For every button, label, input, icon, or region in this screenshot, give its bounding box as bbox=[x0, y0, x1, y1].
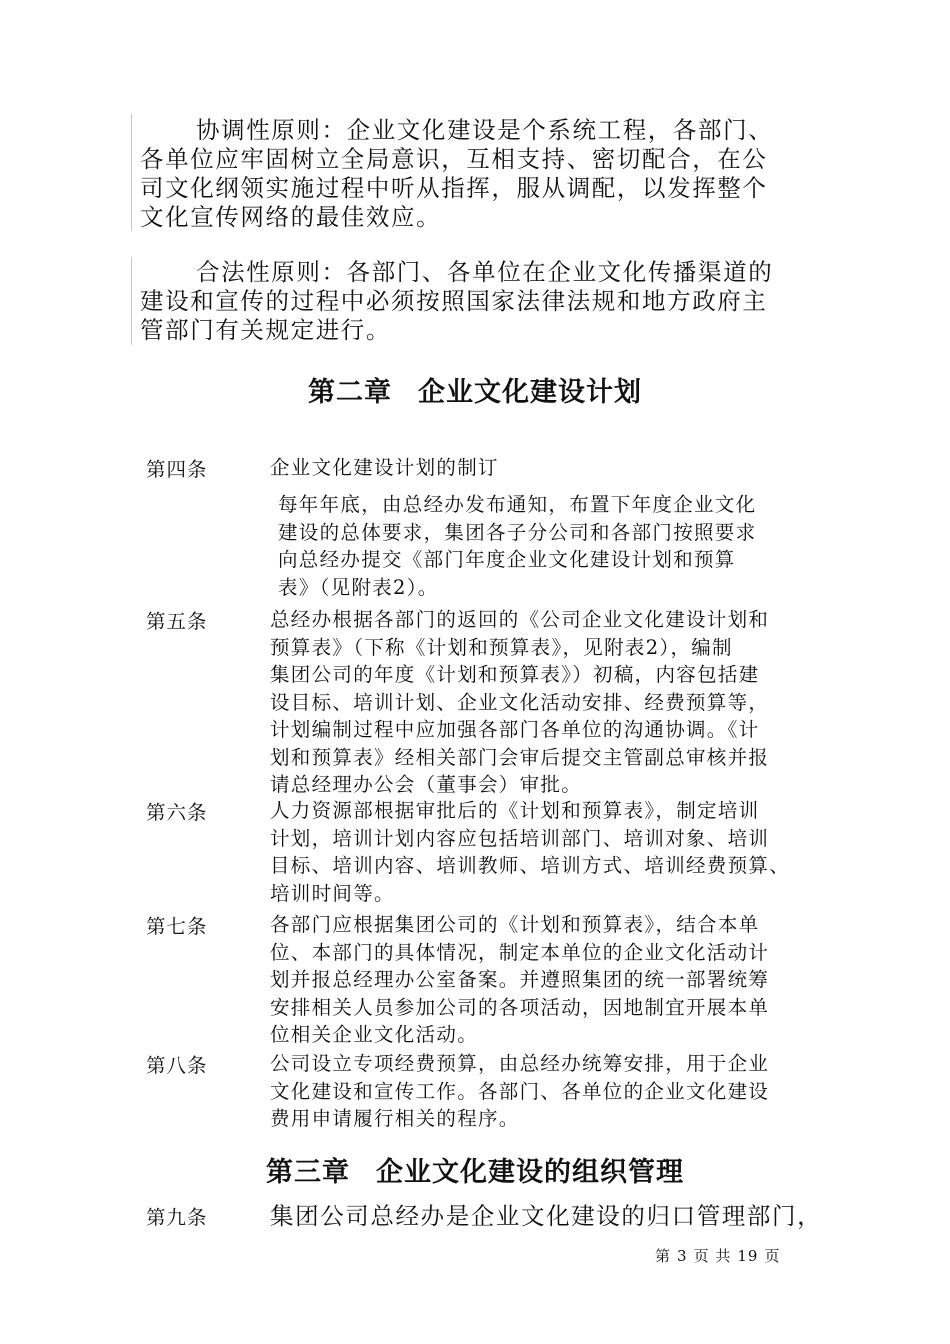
principle-coordination bbox=[140, 116, 820, 232]
text-line: 企业文化建设计划的制订 bbox=[270, 456, 499, 479]
chapter-title: 企业文化建设的组织管理 bbox=[376, 1157, 684, 1188]
article-4-title bbox=[270, 454, 830, 482]
principle-legality bbox=[140, 258, 820, 345]
footer-suffix: 页 bbox=[764, 1247, 781, 1265]
chapter-title: 企业文化建设计划 bbox=[418, 377, 642, 408]
chapter-2-heading bbox=[0, 370, 950, 409]
article-label: 第五条 bbox=[146, 610, 208, 633]
chapter-3-heading bbox=[0, 1150, 950, 1189]
text-line: 每年年底，由总经办发布通知，布置下年度企业文化 bbox=[278, 493, 757, 516]
text-line: 位相关企业文化活动。 bbox=[270, 1023, 479, 1046]
article-label: 第六条 bbox=[146, 801, 208, 824]
margin-bar bbox=[131, 257, 132, 345]
text-line: 人力资源部根据审批后的《计划和预算表》，制定培训 bbox=[270, 799, 760, 822]
article-label: 第七条 bbox=[146, 915, 208, 938]
text-line: 建设和宣传的过程中必须按照国家法律法规和地方政府主 bbox=[140, 287, 768, 315]
footer-page-number: 3 bbox=[677, 1247, 688, 1265]
text-line: 文化建设和宣传工作。各部门、各单位的企业文化建设 bbox=[270, 1079, 770, 1103]
text-line: 位、本部门的具体情况，制定本单位的企业文化活动计 bbox=[270, 940, 770, 964]
text-line: 合法性原则：各部门、各单位在企业文化传播渠道的 bbox=[196, 258, 774, 286]
article-label: 第九条 bbox=[146, 1206, 208, 1229]
text-line: 计划编制过程中应加强各部门各单位的沟通协调。《计 bbox=[270, 718, 760, 741]
text-line: 费用申请履行相关的程序。 bbox=[270, 1107, 520, 1130]
page-footer bbox=[652, 1245, 783, 1266]
article-8-body bbox=[270, 1050, 830, 1133]
article-label: 第四条 bbox=[146, 458, 208, 481]
text-line: 各单位应牢固树立全局意识，互相支持、密切配合，在公 bbox=[140, 145, 768, 173]
article-6-body bbox=[270, 797, 830, 907]
text-line: 安排相关人员参加公司的各项活动，因地制宜开展本单 bbox=[270, 995, 770, 1019]
article-5-body bbox=[270, 606, 830, 799]
text-line: 各部门应根据集团公司的《计划和预算表》，结合本单 bbox=[270, 913, 760, 936]
text-line: 总经办根据各部门的返回的《公司企业文化建设计划和 bbox=[270, 608, 770, 631]
text-line: 向总经办提交《部门年度企业文化建设计划和预算 bbox=[278, 548, 736, 571]
chapter-number: 第二章 bbox=[308, 377, 392, 408]
text-line: 预算表》（下称《计划和预算表》，见附表2），编制 bbox=[270, 635, 733, 659]
article-9-body: 集团公司总经办是企业文化建设的归口管理部门， bbox=[270, 1202, 823, 1230]
text-line: 设目标、培训计划、企业文化活动安排、经费预算等， bbox=[270, 690, 770, 714]
text-line: 划并报总经理办公室备案。并遵照集团的统一部署统筹 bbox=[270, 968, 770, 991]
text-line: 划和预算表》经相关部门会审后提交主管副总审核并报 bbox=[270, 745, 770, 769]
text-line: 目标、培训内容、培训教师、培训方式、培训经费预算、 bbox=[270, 854, 791, 877]
article-4-body bbox=[278, 491, 838, 601]
text-line: 集团公司的年度《计划和预算表》）初稿，内容包括建 bbox=[270, 663, 760, 686]
chapter-number: 第三章 bbox=[266, 1157, 350, 1188]
text-line: 协调性原则：企业文化建设是个系统工程，各部门、 bbox=[196, 116, 774, 144]
text-line: 司文化纲领实施过程中听从指挥，服从调配，以发挥整个 bbox=[140, 174, 768, 202]
text-line: 公司设立专项经费预算，由总经办统筹安排，用于企业 bbox=[270, 1052, 770, 1075]
article-7-body bbox=[270, 911, 830, 1049]
text-line: 表》（见附表2）。 bbox=[278, 575, 439, 599]
footer-prefix: 第 bbox=[655, 1247, 672, 1265]
text-line: 培训时间等。 bbox=[270, 881, 395, 905]
footer-total-pages: 19 bbox=[737, 1247, 759, 1265]
footer-middle: 页 共 bbox=[693, 1247, 732, 1265]
text-line: 请总经理办公会（董事会）审批。 bbox=[270, 773, 583, 796]
margin-bar bbox=[131, 114, 132, 231]
text-line: 计划，培训计划内容应包括培训部门、培训对象、培训 bbox=[270, 826, 770, 850]
text-line: 文化宣传网络的最佳效应。 bbox=[140, 203, 442, 231]
text-line: 建设的总体要求，集团各子分公司和各部门按照要求 bbox=[278, 520, 757, 544]
text-line: 管部门有关规定进行。 bbox=[140, 316, 391, 344]
article-label: 第八条 bbox=[146, 1054, 208, 1077]
